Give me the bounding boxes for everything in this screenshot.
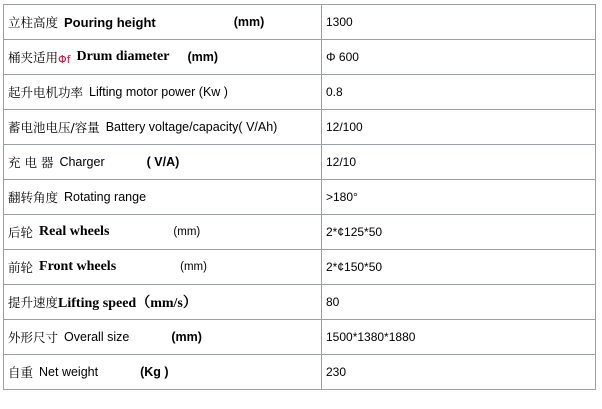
row-value-lifting-motor-power: 0.8 <box>322 75 596 110</box>
row-value-overall-size: 1500*1380*1880 <box>322 320 596 355</box>
label-cn: 后轮 <box>8 225 34 240</box>
table-row <box>4 355 596 390</box>
row-value-lifting-speed: 80 <box>322 285 596 320</box>
label-cn: 起升电机功率 <box>8 85 84 100</box>
table-row <box>4 145 596 180</box>
label-cn: 提升速度 <box>8 295 59 310</box>
label-cn: 充 电 器 <box>8 155 54 170</box>
row-value-battery: 12/100 <box>322 110 596 145</box>
spec-sheet <box>0 4 602 409</box>
label-unit: (mm) <box>173 226 201 238</box>
label-unit: (mm) <box>171 330 202 344</box>
row-label-lifting-speed <box>4 285 322 320</box>
label-cn: 自重 <box>8 365 34 380</box>
label-en: Pouring height <box>64 14 156 30</box>
row-label-rotating-range <box>4 180 322 215</box>
table-row <box>4 320 596 355</box>
label-cn: 外形尺寸 <box>8 330 59 345</box>
label-cn: 前轮 <box>8 260 34 275</box>
label-unit: ( V/A) <box>146 155 180 169</box>
label-en: Overall size <box>64 330 130 344</box>
label-cn: 蓄电池电压/容量 <box>8 120 100 135</box>
label-unit: (Kg ) <box>140 365 169 379</box>
row-label-charger <box>4 145 322 180</box>
row-label-pouring-height <box>4 5 322 40</box>
row-value-net-weight: 230 <box>322 355 596 390</box>
table-row <box>4 285 596 320</box>
label-en: Lifting speed（mm/s） <box>58 296 197 311</box>
label-cn: 立柱高度 <box>8 15 59 30</box>
label-cn: 桶夹适用 <box>8 50 59 65</box>
row-value-rotating-range: >180° <box>322 180 596 215</box>
table-row <box>4 40 596 75</box>
table-row <box>4 110 596 145</box>
row-label-drum-diameter <box>4 40 322 75</box>
table-row <box>4 250 596 285</box>
label-en: Charger <box>59 155 105 169</box>
specifications-table <box>3 4 596 390</box>
row-value-front-wheels: 2*¢150*50 <box>322 250 596 285</box>
table-row <box>4 180 596 215</box>
table-body <box>4 5 596 390</box>
row-label-rear-wheels <box>4 215 322 250</box>
label-en: Front wheels <box>39 259 117 274</box>
label-en: Lifting motor power (Kw ) <box>89 85 228 99</box>
label-en: Drum diameter <box>76 49 170 64</box>
label-en: Battery voltage/capacity( V/Ah) <box>105 120 278 134</box>
label-en: Net weight <box>39 365 99 379</box>
row-label-lifting-motor-power <box>4 75 322 110</box>
label-en: Rotating range <box>64 190 147 204</box>
row-value-drum-diameter: Φ 600 <box>322 40 596 75</box>
table-row <box>4 215 596 250</box>
row-label-battery <box>4 110 322 145</box>
label-en: Real wheels <box>39 224 110 239</box>
label-unit: (mm) <box>187 50 219 64</box>
table-row <box>4 5 596 40</box>
row-label-front-wheels <box>4 250 322 285</box>
row-value-rear-wheels: 2*¢125*50 <box>322 215 596 250</box>
row-label-net-weight <box>4 355 322 390</box>
label-unit: (mm) <box>180 261 207 273</box>
table-row <box>4 75 596 110</box>
row-label-overall-size <box>4 320 322 355</box>
label-unit: (mm) <box>233 15 265 29</box>
label-cn: 翻转角度 <box>8 190 59 205</box>
row-value-pouring-height: 1300 <box>322 5 596 40</box>
label-mark: Φf <box>58 52 71 66</box>
row-value-charger: 12/10 <box>322 145 596 180</box>
